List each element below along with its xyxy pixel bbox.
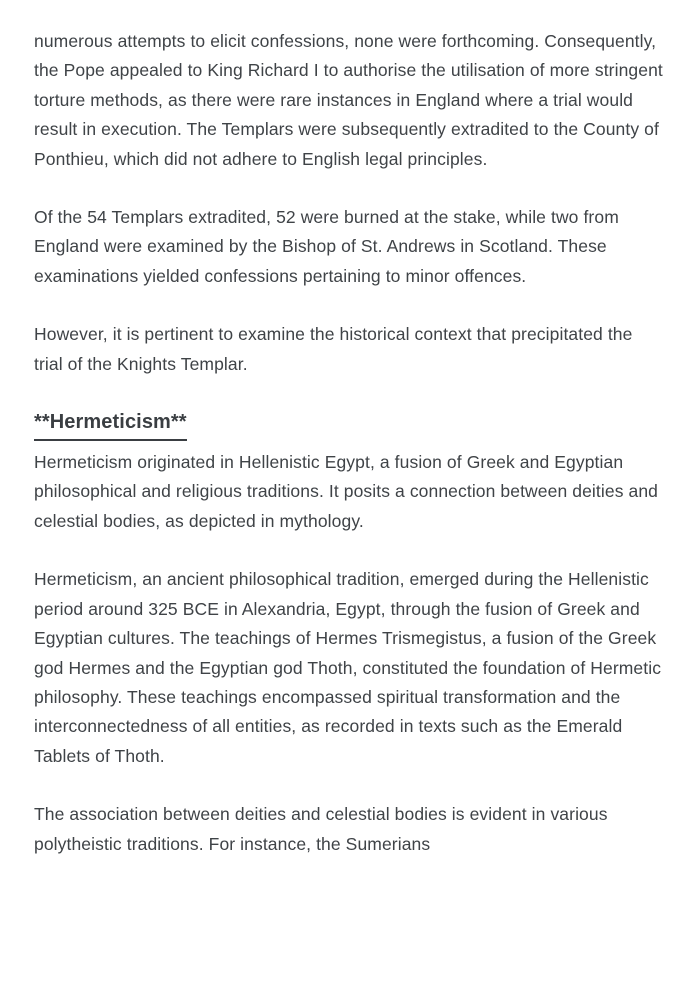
paragraph-templars-confessions: numerous attempts to elicit confessions, none were forthcoming. Consequently, the Pope appealed to King Richard I to authorise the utilisation of more stringent torture methods, as there were rare instances in England where a trial would result in execution. The Templars were subsequently extradited to the County of Ponthieu, which did not adhere to English legal principles.	[34, 31, 663, 169]
paragraph-hermeticism-origin: Hermeticism originated in Hellenistic Egypt, a fusion of Greek and Egyptian philosophical and religious traditions. It posits a connection between deities and celestial bodies, as depicted in mythology.	[34, 452, 659, 531]
section-heading-hermeticism	[34, 408, 666, 441]
section-heading-hermeticism-text: **Hermeticism**	[34, 408, 187, 441]
paragraph-deities-celestial: The association between deities and celestial bodies is evident in various polytheistic traditions. For instance, the Sumerians	[34, 804, 608, 854]
paragraph-historical-context: However, it is pertinent to examine the historical context that precipitated the trial of the Knights Templar.	[34, 324, 633, 374]
paragraph-hermeticism-history: Hermeticism, an ancient philosophical tradition, emerged during the Hellenistic period around 325 BCE in Alexandria, Egypt, through the fusion of Greek and Egyptian cultures. The teachings of Hermes Trismegistus, a fusion of the Greek god Hermes and the Egyptian god Thoth, constituted the foundation of Hermetic philosophy. These teachings encompassed spiritual transformation and the interconnectedness of all entities, as recorded in texts such as the Emerald Tablets of Thoth.	[34, 569, 662, 766]
paragraph-templars-extradited: Of the 54 Templars extradited, 52 were burned at the stake, while two from England were examined by the Bishop of St. Andrews in Scotland. These examinations yielded confessions pertaining to minor offences.	[34, 207, 619, 286]
